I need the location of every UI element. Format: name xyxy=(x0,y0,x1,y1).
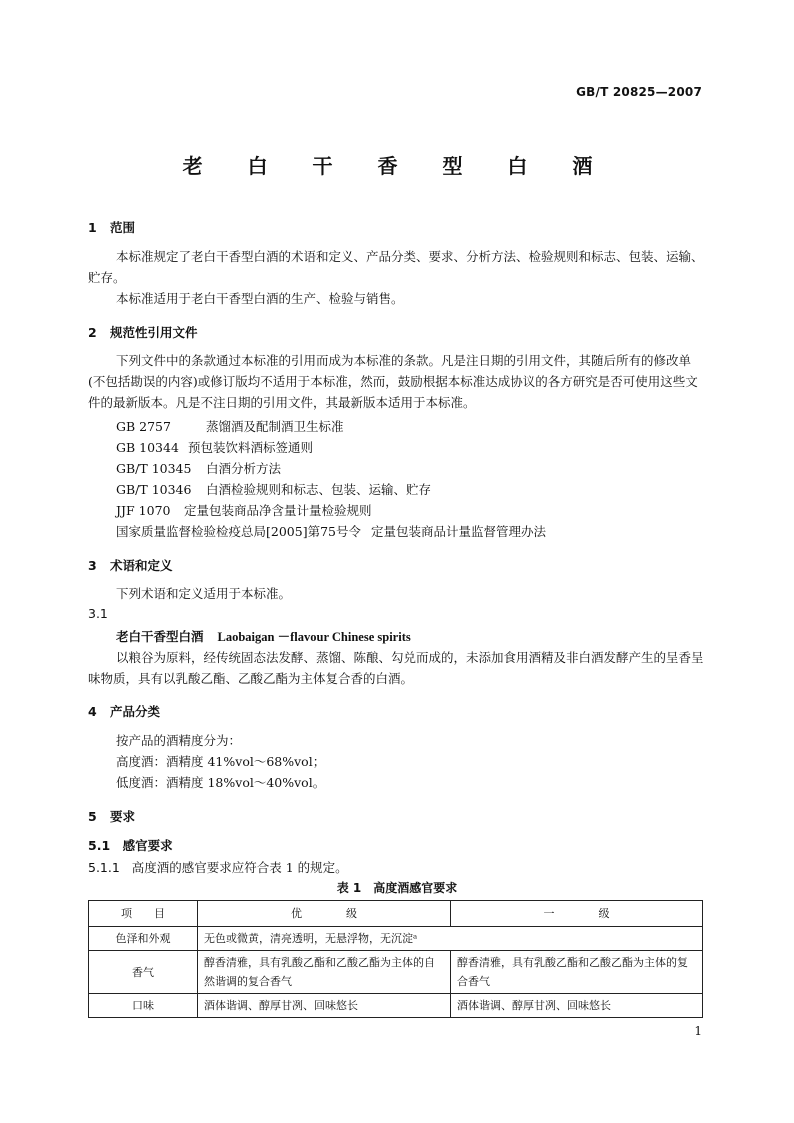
row-excellent: 醇香清雅，具有乳酸乙酯和乙酸乙酯为主体的自然谐调的复合香气 xyxy=(198,951,451,994)
row-first-grade: 醇香清雅，具有乳酸乙酯和乙酸乙酯为主体的复合香气 xyxy=(451,951,703,994)
section-title: 产品分类 xyxy=(110,704,161,719)
reference-title: 预包装饮料酒标签通则 xyxy=(188,440,314,455)
header-excellent: 优 级 xyxy=(198,901,451,927)
reference-title: 白酒分析方法 xyxy=(206,461,282,476)
reference-title: 定量包装商品计量监督管理办法 xyxy=(370,524,546,539)
section-title: 要求 xyxy=(110,809,136,824)
reference-code: GB/T 10345 xyxy=(116,461,192,476)
section-heading-terms xyxy=(88,556,173,574)
term-entry xyxy=(116,627,411,645)
term-definition: 以粮谷为原料，经传统固态法发酵、蒸馏、陈酿、勾兑而成的，未添加食用酒精及非白酒发酵产生的呈香呈味物质，具有以乳酸乙酯、乙酸乙酯为主体复合香的白酒。 xyxy=(88,650,704,686)
section-title: 范围 xyxy=(110,220,136,235)
clause-5-1-1 xyxy=(88,858,348,876)
section-number: 2 xyxy=(88,325,97,340)
reference-code: GB 10344 xyxy=(116,440,179,455)
sensory-requirements-table xyxy=(88,900,703,1018)
classification-low: 低度酒：酒精度 18%vol～40%vol。 xyxy=(116,775,326,790)
term-chinese: 老白干香型白酒 xyxy=(116,629,204,644)
scope-paragraph-1: 本标准规定了老白干香型白酒的术语和定义、产品分类、要求、分析方法、检验规则和标志、包装、运输、贮存。 xyxy=(88,249,704,285)
reference-title: 蒸馏酒及配制酒卫生标准 xyxy=(206,419,344,434)
terms-intro: 下列术语和定义适用于本标准。 xyxy=(116,586,292,601)
clause-number: 3.1 xyxy=(88,606,108,621)
section-heading-normative xyxy=(88,323,198,341)
header-item: 项 目 xyxy=(89,901,198,927)
normative-intro: 下列文件中的条款通过本标准的引用而成为本标准的条款。凡是注日期的引用文件，其随后所有的修改单(不包括勘误的内容)或修订版均不适用于本标准，然而，鼓励根据本标准达成协议的各方研究是否可使用这些文件的最新版本。凡是不注日期的引用文件，其最新版本适用于本标准。 xyxy=(88,353,698,410)
row-first-grade: 酒体谐调、醇厚甘冽、回味悠长 xyxy=(451,994,703,1018)
reference-code: 国家质量监督检验检疫总局[2005]第75号令 xyxy=(116,524,361,539)
reference-code: GB 2757 xyxy=(116,419,171,434)
reference-item xyxy=(116,438,313,456)
row-item: 口味 xyxy=(89,994,198,1018)
reference-title: 白酒检验规则和标志、包装、运输、贮存 xyxy=(206,482,432,497)
section-heading-classification xyxy=(88,702,160,720)
reference-item xyxy=(116,522,546,540)
reference-item xyxy=(116,417,344,435)
classification-high: 高度酒：酒精度 41%vol～68%vol； xyxy=(116,754,326,769)
table-row xyxy=(89,951,703,994)
subsection-heading: 5.1 感官要求 xyxy=(88,838,173,853)
reference-code: GB/T 10346 xyxy=(116,482,192,497)
header-first-grade: 一 级 xyxy=(451,901,703,927)
term-english: Laobaigan －flavour Chinese spirits xyxy=(217,630,411,644)
row-excellent: 无色或微黄，清亮透明，无悬浮物，无沉淀ᵃ xyxy=(198,927,703,951)
reference-item xyxy=(116,459,281,477)
page-number: 1 xyxy=(694,1024,702,1038)
row-item: 色泽和外观 xyxy=(89,927,198,951)
reference-item xyxy=(116,480,431,498)
reference-item xyxy=(116,501,372,519)
scope-paragraph-2: 本标准适用于老白干香型白酒的生产、检验与销售。 xyxy=(116,291,404,306)
row-item: 香气 xyxy=(89,951,198,994)
document-title: 老 白 干 香 型 白 酒 xyxy=(182,154,612,178)
section-heading-scope xyxy=(88,218,135,236)
classification-intro: 按产品的酒精度分为： xyxy=(116,733,242,748)
table-title: 表 1 高度酒感官要求 xyxy=(336,881,458,895)
standard-code: GB/T 20825—2007 xyxy=(576,85,702,99)
table-header-row xyxy=(89,901,703,927)
table-row xyxy=(89,994,703,1018)
section-number: 1 xyxy=(88,220,97,235)
reference-title: 定量包装商品净含量计量检验规则 xyxy=(184,503,372,518)
clause-text: 高度酒的感官要求应符合表 1 的规定。 xyxy=(131,860,348,875)
row-excellent: 酒体谐调、醇厚甘冽、回味悠长 xyxy=(198,994,451,1018)
section-number: 3 xyxy=(88,558,97,573)
section-heading-requirements xyxy=(88,807,135,825)
clause-number: 5.1.1 xyxy=(88,860,120,875)
section-number: 4 xyxy=(88,704,97,719)
section-title: 术语和定义 xyxy=(110,558,173,573)
section-title: 规范性引用文件 xyxy=(110,325,198,340)
table-row xyxy=(89,927,703,951)
reference-code: JJF 1070 xyxy=(116,503,171,518)
section-number: 5 xyxy=(88,809,97,824)
